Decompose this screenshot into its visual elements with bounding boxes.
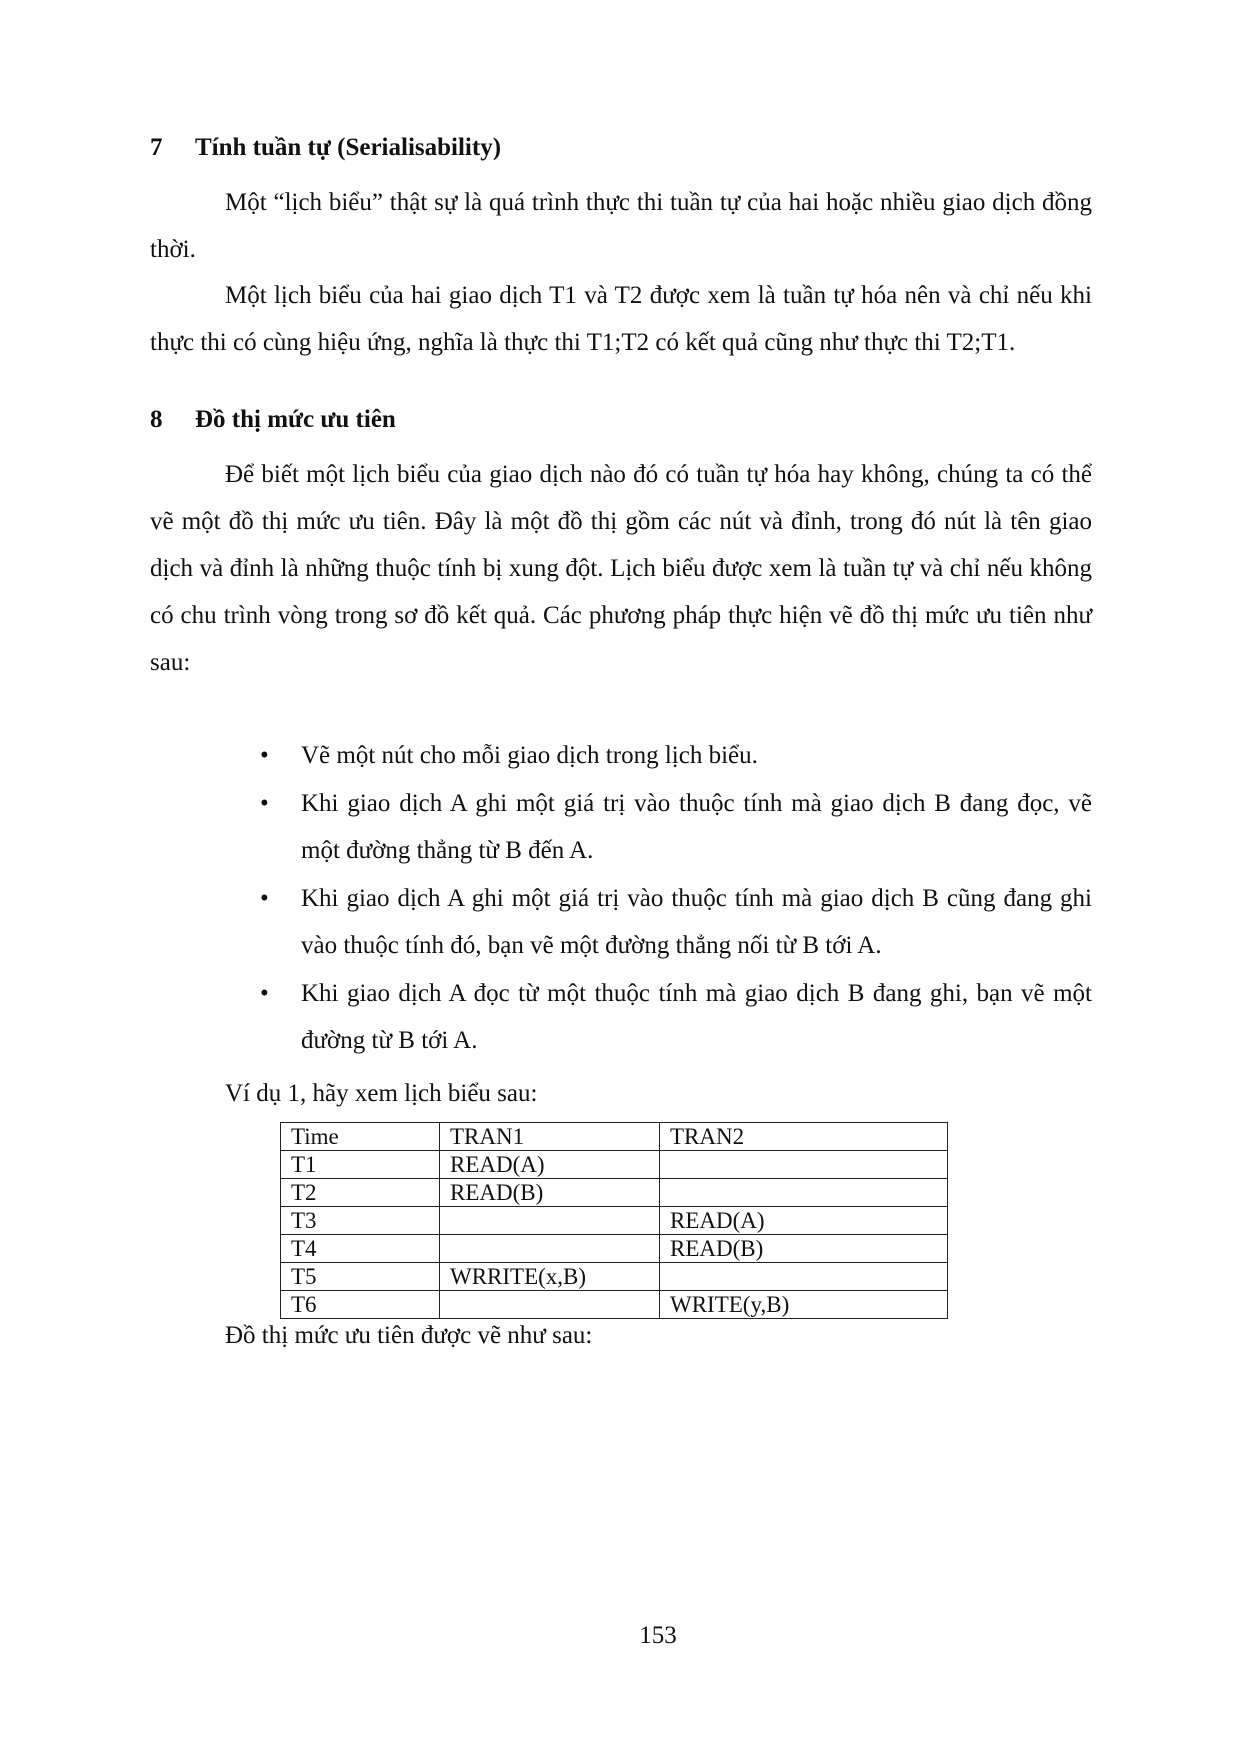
- bullet-icon: •: [260, 742, 269, 769]
- table-row: [281, 1179, 948, 1207]
- method-bullet-list: [260, 732, 1092, 1065]
- table-cell: T4: [281, 1235, 440, 1263]
- bullet-text: Khi giao dịch A ghi một giá trị vào thuộc tính mà giao dịch B đang đọc, vẽ một đường thẳng từ B đến A.: [301, 790, 1092, 864]
- section-8-heading: [150, 406, 396, 434]
- section-8-paragraph: Để biết một lịch biểu của giao dịch nào đó có tuần tự hóa hay không, chúng ta có thể vẽ một đồ thị mức ưu tiên. Đây là một đồ thị gồm các nút và đỉnh, trong đó nút là tên giao dịch và đỉnh là những thuộc tính bị xung đột. Lịch biểu được xem là tuần tự và chỉ nếu không có chu trình vòng trong sơ đồ kết quả. Các phương pháp thực hiện vẽ đồ thị mức ưu tiên như sau:: [150, 461, 1092, 676]
- table-cell: [440, 1235, 660, 1263]
- table-cell: READ(B): [660, 1235, 948, 1263]
- table-header-cell: TRAN1: [440, 1123, 660, 1151]
- list-item: [260, 875, 1092, 969]
- table-header-cell: Time: [281, 1123, 440, 1151]
- section-7-title: Tính tuần tự (Serialisability): [195, 134, 502, 161]
- section-7-number: 7: [150, 134, 163, 161]
- table-cell: READ(A): [660, 1207, 948, 1235]
- table-row: [281, 1263, 948, 1291]
- table-cell: READ(A): [440, 1151, 660, 1179]
- list-item: [260, 780, 1092, 874]
- bullet-text: Khi giao dịch A đọc từ một thuộc tính mà giao dịch B đang ghi, bạn vẽ một đường từ B tới A.: [301, 980, 1092, 1054]
- table-cell: T6: [281, 1291, 440, 1319]
- table-row: [281, 1291, 948, 1319]
- page-number: 153: [639, 1622, 677, 1649]
- table-row: [281, 1207, 948, 1235]
- table-row: [281, 1235, 948, 1263]
- table-cell: [660, 1263, 948, 1291]
- example-intro: Ví dụ 1, hãy xem lịch biểu sau:: [225, 1080, 538, 1107]
- table-cell: T3: [281, 1207, 440, 1235]
- table-header-row: [281, 1123, 948, 1151]
- bullet-text: Vẽ một nút cho mỗi giao dịch trong lịch biểu.: [301, 742, 758, 769]
- table-row: [281, 1151, 948, 1179]
- table-header-cell: TRAN2: [660, 1123, 948, 1151]
- table-cell: [440, 1291, 660, 1319]
- section-7-paragraph-1: Một “lịch biểu” thật sự là quá trình thực thi tuần tự của hai hoặc nhiều giao dịch đồng thời.: [150, 189, 1092, 263]
- table-cell: [440, 1207, 660, 1235]
- table-cell: READ(B): [440, 1179, 660, 1207]
- table-cell: T2: [281, 1179, 440, 1207]
- section-7-paragraph-2: Một lịch biểu của hai giao dịch T1 và T2 được xem là tuần tự hóa nên và chỉ nếu khi thực thi có cùng hiệu ứng, nghĩa là thực thi T1;T2 có kết quả cũng như thực thi T2;T1.: [150, 282, 1092, 356]
- section-8-title: Đồ thị mức ưu tiên: [195, 406, 396, 433]
- list-item: [260, 970, 1092, 1064]
- bullet-icon: •: [260, 980, 269, 1007]
- list-item: [260, 732, 1092, 779]
- graph-intro: Đồ thị mức ưu tiên được vẽ như sau:: [225, 1322, 593, 1349]
- section-8-number: 8: [150, 406, 163, 433]
- table-cell: WRRITE(x,B): [440, 1263, 660, 1291]
- schedule-table: [280, 1122, 948, 1319]
- table-cell: T1: [281, 1151, 440, 1179]
- bullet-text: Khi giao dịch A ghi một giá trị vào thuộc tính mà giao dịch B cũng đang ghi vào thuộc tính đó, bạn vẽ một đường thẳng nối từ B tới A.: [301, 885, 1092, 959]
- bullet-icon: •: [260, 885, 269, 912]
- bullet-icon: •: [260, 790, 269, 817]
- table-cell: T5: [281, 1263, 440, 1291]
- table-cell: [660, 1179, 948, 1207]
- table-cell: [660, 1151, 948, 1179]
- section-7-heading: [150, 134, 501, 162]
- table-cell: WRITE(y,B): [660, 1291, 948, 1319]
